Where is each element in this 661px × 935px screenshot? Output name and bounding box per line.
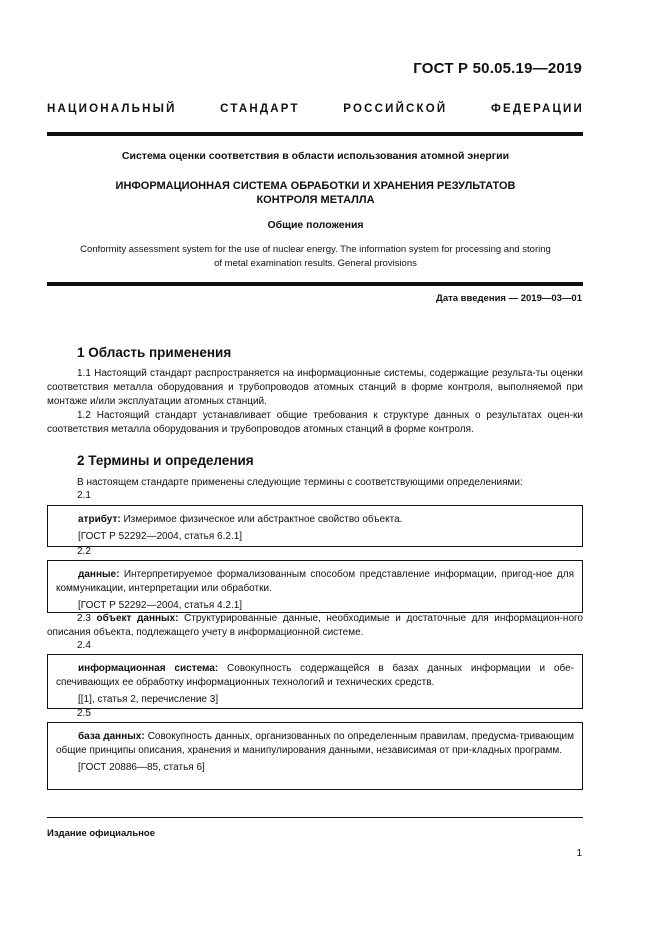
term-box-data (47, 560, 583, 613)
footer-divider (47, 817, 583, 818)
title-divider (47, 282, 583, 286)
section-2-heading: 2 Термины и определения (77, 453, 254, 468)
page-number: 1 (576, 848, 582, 859)
introduction-date: Дата введения — 2019—03—01 (436, 293, 582, 304)
term-name: объект данных: (96, 613, 179, 624)
term-box-information-system (47, 654, 583, 709)
term-number: 2.2 (77, 546, 91, 557)
document-code: ГОСТ Р 50.05.19—2019 (413, 60, 582, 77)
term-name: атрибут: (78, 514, 121, 525)
national-standard-heading: НАЦИОНАЛЬНЫЙ СТАНДАРТ РОССИЙСКОЙ ФЕДЕРАЦИИ (47, 103, 584, 115)
english-title-line-2: of metal examination results. General provisions (214, 257, 417, 269)
term-number: 2.5 (77, 708, 91, 719)
term-reference: [[1], статья 2, перечисление 3] (78, 694, 219, 705)
document-title-line-1: ИНФОРМАЦИОННАЯ СИСТЕМА ОБРАБОТКИ И ХРАНЕНИЯ РЕЗУЛЬТАТОВ (115, 180, 516, 192)
edition-note: Издание официальное (47, 828, 155, 839)
document-title (47, 179, 584, 207)
paragraph-1-2: 1.2 Настоящий стандарт устанавливает общие требования к структуре данных о результатах оцен-ки соответствия металла оборудования и трубопроводов атомных станций в форме контроля. (47, 410, 583, 435)
term-definition: Совокупность содержащейся в базах данных информации и обе-спечивающих ее обработку информационных технологий и технических средств. (56, 663, 574, 688)
term-reference: [ГОСТ Р 52292—2004, статья 4.2.1] (78, 600, 243, 611)
document-title-line-2: КОНТРОЛЯ МЕТАЛЛА (256, 194, 375, 206)
term-number: 2.3 (77, 613, 91, 624)
paragraph-1-1: 1.1 Настоящий стандарт распространяется на информационные системы, содержащие результа-ты оценки соответствия металла оборудования и трубопроводов атомных станций в форме контроля, выполняемой при монтаже и/или эксплуатации атомных станций. (47, 368, 583, 407)
document-subtitle: Общие положения (267, 219, 364, 231)
term-box-database (47, 722, 583, 790)
english-title (47, 243, 584, 270)
term-definition: Интерпретируемое формализованным способом представление информации, пригод-ное для коммуникации, интерпретации или обработки. (56, 569, 574, 594)
term-definition: Совокупность данных, организованных по определенным правилам, предусма-тривающим общие принципы описания, хранения и манипулирования данными, независимая от при-кладных программ. (56, 731, 575, 756)
term-reference: [ГОСТ Р 52292—2004, статья 6.2.1] (78, 531, 243, 542)
term-name: база данных: (78, 731, 145, 742)
terms-intro: В настоящем стандарте применены следующие термины с соответствующими определениями: (77, 477, 523, 488)
header-divider (47, 132, 583, 136)
term-box-attribute (47, 505, 583, 547)
term-reference: [ГОСТ 20886—85, статья 6] (78, 762, 205, 773)
system-title: Система оценки соответствия в области использования атомной энергии (121, 150, 510, 162)
term-name: информационная система: (78, 663, 219, 674)
section-1-heading: 1 Область применения (77, 345, 232, 360)
term-name: данные: (78, 569, 120, 580)
term-number: 2.1 (77, 490, 91, 501)
term-2-3 (47, 612, 583, 640)
term-definition: Измеримое физическое или абстрактное свойство объекта. (123, 514, 403, 525)
english-title-line-1: Conformity assessment system for the use of nuclear energy. The information system for processing and storing (80, 244, 551, 255)
term-definition: Структурированные данные, необходимые и достаточные для информацион-ного описания объекта, подлежащего учету в информационной системе. (47, 613, 583, 638)
term-number: 2.4 (77, 640, 91, 651)
